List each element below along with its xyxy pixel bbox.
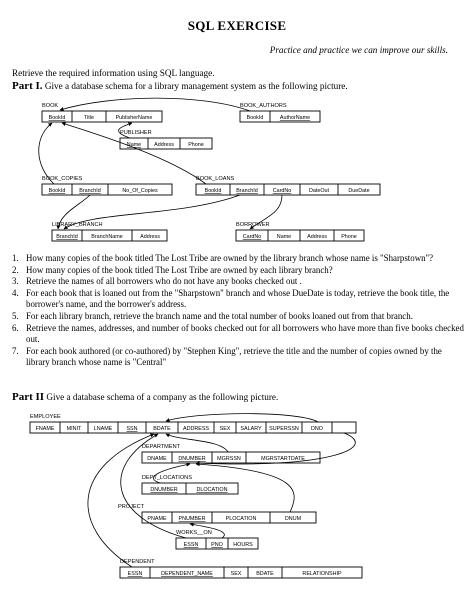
column-label: SALARY xyxy=(240,426,262,432)
table-name-library-branch: LIBRARY_BRANCH xyxy=(52,222,103,228)
column-label: Phone xyxy=(341,234,357,240)
column-label: DueDate xyxy=(348,188,370,194)
question-item: 3. Retrieve the names of all borrowers who do not have any books checked out . xyxy=(12,276,302,287)
question-item: 1. How many copies of the book titled The Lost Tribe are owned by the library branch whose name is "Sharpstown"? xyxy=(12,253,434,263)
company-schema-diagram xyxy=(0,407,474,607)
part2-description: Give a database schema of a company as the following picture. xyxy=(46,392,279,402)
column-label: MINIT xyxy=(66,426,82,432)
table-name-book-loans: BOOK_LOANS xyxy=(196,176,235,182)
column-label: BranchName xyxy=(91,234,123,240)
library-schema-diagram xyxy=(0,95,474,250)
question-list xyxy=(12,253,467,369)
page-subtitle: Practice and practice we can improve our skills. xyxy=(269,45,448,55)
column-label: BDATE xyxy=(256,571,274,577)
intro-text: Retrieve the required information using SQL language. xyxy=(12,68,215,78)
column-label: DEPENDENT_NAME xyxy=(161,571,213,577)
column-label: PNO xyxy=(211,542,223,548)
page-title: SQL EXERCISE xyxy=(187,18,287,33)
column-label: BookId xyxy=(48,188,66,194)
column-label: CardNo xyxy=(272,188,292,194)
table-name-book-copies: BOOK_COPIES xyxy=(42,176,83,182)
column-label: DateOut xyxy=(308,188,330,194)
column-label: SEX xyxy=(230,571,242,577)
part1-description: Give a database schema for a library management system as the following picture. xyxy=(44,81,348,91)
table-name-project: PROJECT xyxy=(118,504,145,510)
column-label: PLOCATION xyxy=(225,516,257,522)
column-label: BookId xyxy=(246,115,264,121)
column-label: AuthorName xyxy=(279,115,311,121)
column-label: BDATE xyxy=(153,426,171,432)
column-label: SUPERSSN xyxy=(269,426,299,432)
column-label: HOURS xyxy=(233,542,253,548)
column-label: MGRSTARTDATE xyxy=(261,456,305,462)
column-label: ADDRESS xyxy=(182,426,210,432)
column-label: CardNo xyxy=(242,234,262,240)
column-label: LNAME xyxy=(93,426,113,432)
column-label: BranchId xyxy=(79,188,101,194)
column-label: ESSN xyxy=(127,571,143,577)
column-label: Title xyxy=(84,115,94,121)
table-name-book-authors: BOOK_AUTHORS xyxy=(240,103,287,109)
table-name-department: DEPARTMENT xyxy=(142,444,181,450)
column-label: PNUMBER xyxy=(178,516,206,522)
column-label: ESSN xyxy=(183,542,199,548)
column-label: BranchId xyxy=(56,234,78,240)
column-label: RELATIONSHIP xyxy=(302,571,342,577)
part2-label: Part II xyxy=(12,391,45,403)
column-label: MGRSSN xyxy=(217,456,241,462)
table-name-borrower: BORROWER xyxy=(236,222,270,228)
part1-heading xyxy=(12,80,348,92)
part2-heading xyxy=(12,391,278,403)
question-item: 5. For each library branch, retrieve the branch name and the total number of books loaned out from that branch. xyxy=(12,310,413,321)
column-label: Name xyxy=(126,142,142,148)
column-label: DNAME xyxy=(147,456,167,462)
column-label: Phone xyxy=(188,142,204,148)
column-label: Name xyxy=(276,234,292,240)
question-item: 7. For each book authored (or co-authored) by "Stephen King", retrieve the title and the number of copies owned by the library branch whose name is "Central" xyxy=(12,345,442,368)
column-label: DNUMBER xyxy=(178,456,206,462)
column-label: SEX xyxy=(219,426,231,432)
part1-label: Part I. xyxy=(12,80,43,92)
column-label: DNUM xyxy=(284,516,302,522)
column-label: PNAME xyxy=(147,516,167,522)
column-label: DLOCATION xyxy=(196,487,228,493)
table-name-book: BOOK xyxy=(42,103,59,109)
column-label: Address xyxy=(307,234,327,240)
table-name-employee: EMPLOYEE xyxy=(30,414,61,420)
column-label: FNAME xyxy=(35,426,55,432)
column-label: BookId xyxy=(48,115,66,121)
column-label: BranchId xyxy=(236,188,258,194)
question-item: 6. Retrieve the names, addresses, and number of books checked out for all borrowers who have more than five books checked out. xyxy=(12,322,464,345)
column-label: BookId xyxy=(204,188,222,194)
column-label: SSN xyxy=(126,426,138,432)
question-item: 4. For each book that is loaned out from the "Sharpstown" branch and whose DueDate is today, retrieve the book title, the borrower's name, and the borrower's address. xyxy=(12,287,450,310)
column-label: PublisherName xyxy=(115,115,153,121)
question-item: 2. How many copies of the book titled The Lost Tribe are owned by each library branch? xyxy=(12,264,333,275)
table-name-dept-locations: DEPT_LOCATIONS xyxy=(142,475,192,481)
table-name-publisher: PUBLISHER xyxy=(120,130,152,136)
column-label: No_Of_Copies xyxy=(122,188,158,194)
column-label: DNUMBER xyxy=(150,487,178,493)
column-label: DNO xyxy=(311,426,323,432)
column-label: Address xyxy=(154,142,174,148)
table-name-works-on: WORKS__ON xyxy=(176,530,212,536)
table-name-dependent: DEPENDENT xyxy=(120,559,155,565)
column-label: Address xyxy=(140,234,160,240)
